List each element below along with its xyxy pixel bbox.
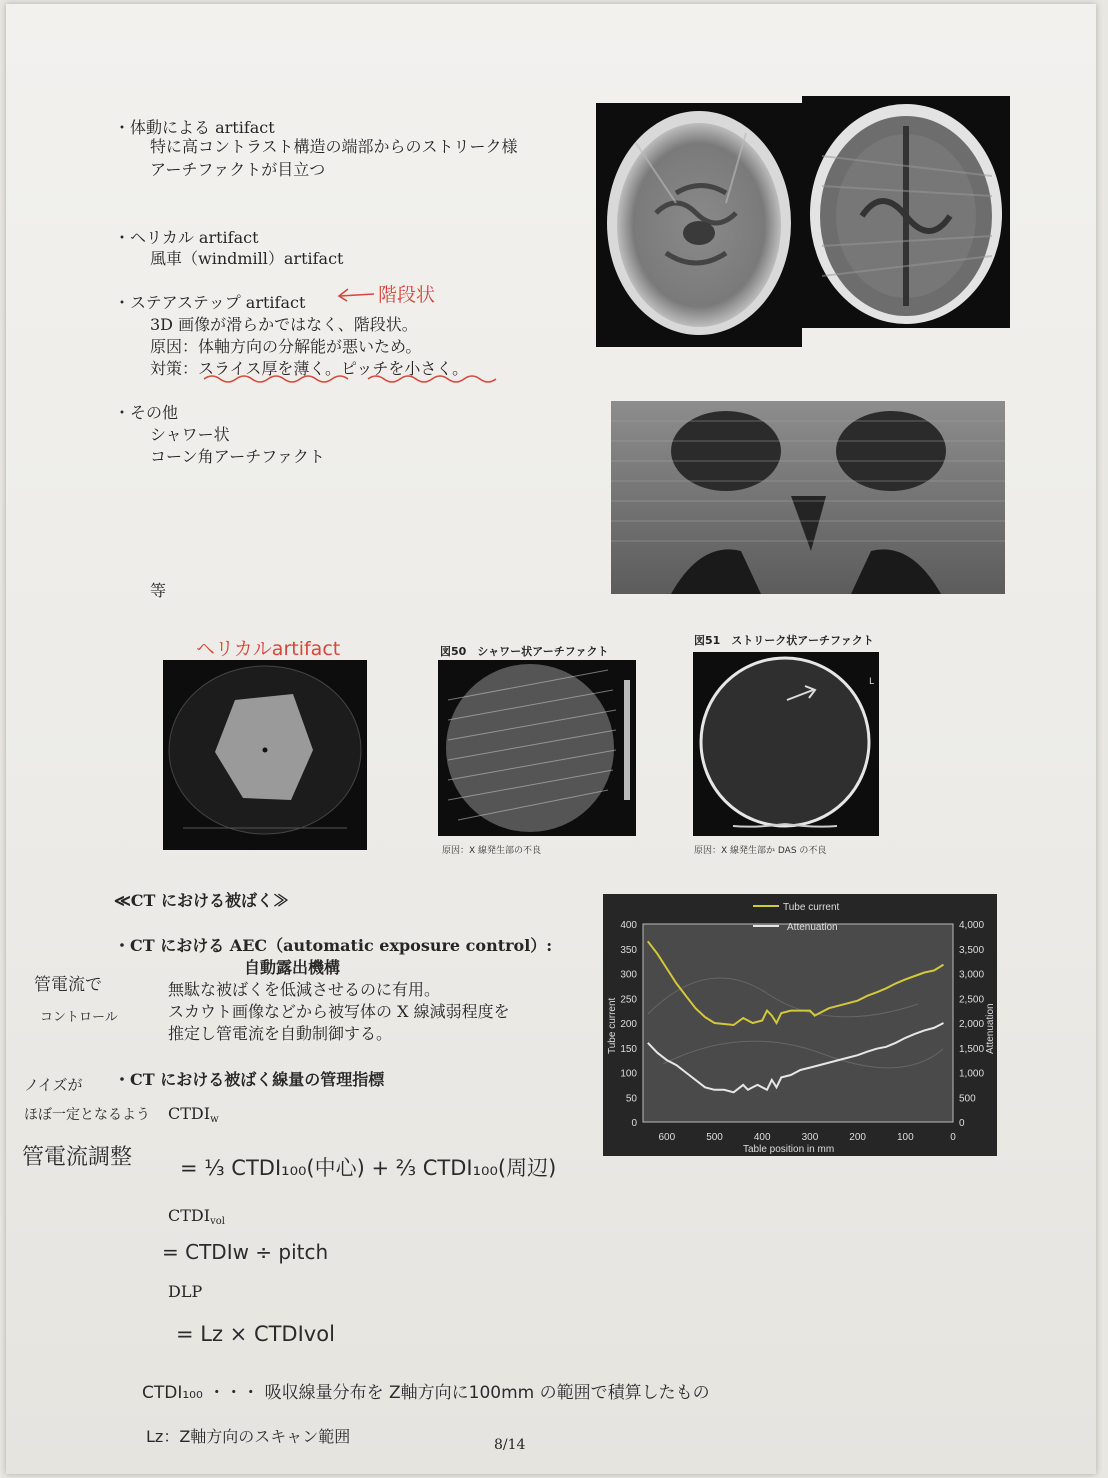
scout-image-background — [643, 924, 953, 1122]
helical-artifact-title: ・ヘリカル artifact — [114, 228, 259, 247]
motion-artifact-title: ・体動による artifact — [114, 118, 275, 137]
svg-text:L: L — [869, 677, 875, 687]
legend-label-tube-current: Tube current — [783, 902, 840, 913]
motion-artifact-line2: アーチファクトが目立つ — [150, 160, 326, 179]
x-tick-label: 200 — [849, 1132, 866, 1143]
noise-handwritten-note3: 管電流調整 — [22, 1145, 133, 1170]
shower-artifact-ct-image — [438, 660, 636, 836]
y-tick-left-label: 100 — [620, 1068, 637, 1080]
helical-artifact-line1: 風車（windmill）artifact — [150, 249, 344, 268]
ctdiw-label: $CTDI_w$ — [168, 1104, 219, 1125]
y-tick-right-label: 2,000 — [959, 1019, 985, 1030]
y-tick-left-label: 200 — [620, 1019, 637, 1030]
aec-subtitle: 自動露出機構 — [244, 958, 341, 977]
ctdivol-formula: = CTDIw ÷ pitch — [162, 1240, 329, 1264]
fig51-cause: 原因：X 線発生部か DAS の不良 — [694, 846, 827, 856]
motion-artifact-line1: 特に高コントラスト構造の端部からのストリーク様 — [150, 137, 518, 156]
y-tick-left-label: 250 — [620, 994, 637, 1006]
aec-handwritten-note2: コントロール — [40, 1010, 118, 1025]
noise-handwritten-note2: ほぼ一定となるよう — [24, 1107, 150, 1123]
dose-section-heading: ≪CT における被ばく≫ — [114, 891, 289, 910]
lz-handwritten-definition: Lz：Z軸方向のスキャン範囲 — [146, 1427, 351, 1446]
y-tick-left-label: 0 — [631, 1118, 637, 1129]
y-tick-left-label: 300 — [620, 969, 637, 981]
y-tick-right-label: 2,500 — [959, 994, 985, 1006]
y-axis-label-left: Tube current — [607, 997, 618, 1054]
stairstep-3d-skull-image — [611, 401, 1005, 594]
dlp-formula: = Lz × CTDIvol — [176, 1322, 335, 1346]
arrow-icon — [334, 286, 378, 302]
other-artifact-line2: コーン角アーチファクト — [150, 447, 325, 466]
fig50-caption: 図50 シャワー状アーチファクト — [440, 645, 609, 658]
x-tick-label: 400 — [753, 1132, 771, 1143]
stairstep-line1: 3D 画像が滑らかではなく、階段状。 — [150, 315, 418, 334]
x-tick-label: 100 — [896, 1132, 914, 1143]
y-tick-left-label: 150 — [620, 1043, 637, 1055]
y-axis-label-right: Attenuation — [985, 1003, 996, 1054]
stairstep-artifact-title: ・ステアステップ artifact — [114, 293, 306, 312]
aec-line1: 無駄な被ばくを低減させるのに有用。 — [168, 980, 441, 999]
x-tick-label: 0 — [950, 1132, 956, 1143]
y-tick-right-label: 3,000 — [959, 969, 985, 981]
y-tick-right-label: 500 — [959, 1093, 976, 1105]
helical-artifact-handwritten-label: ヘリカルartifact — [196, 638, 341, 660]
motion-artifact-ct-image — [596, 103, 802, 347]
stairstep-handwritten-note: 階段状 — [378, 284, 436, 306]
stairstep-line2: 原因：体軸方向の分解能が悪いため。 — [150, 337, 422, 356]
y-tick-left-label: 350 — [620, 944, 637, 956]
helical-artifact-ct-image — [802, 96, 1010, 328]
legend-label-attenuation: Attenuation — [787, 922, 838, 933]
y-tick-right-label: 1,500 — [959, 1043, 985, 1055]
other-artifact-line1: シャワー状 — [150, 425, 230, 444]
fig51-caption: 図51 ストリーク状アーチファクト — [694, 634, 874, 647]
dose-index-title: ・CT における被ばく線量の管理指標 — [114, 1070, 385, 1089]
page-number: 8/14 — [494, 1437, 526, 1453]
aec-line3: 推定し管電流を自動制御する。 — [168, 1024, 393, 1043]
ctdiw-formula: = ⅓ CTDI₁₀₀(中心) + ⅔ CTDI₁₀₀(周辺) — [180, 1156, 557, 1180]
x-tick-label: 600 — [658, 1132, 676, 1143]
y-tick-right-label: 4,000 — [959, 920, 985, 931]
y-tick-right-label: 3,500 — [959, 944, 985, 956]
ctdivol-label: $CTDI_{vol}$ — [168, 1206, 225, 1227]
x-tick-label: 500 — [706, 1132, 723, 1143]
dlp-label: DLP — [168, 1282, 203, 1301]
aec-title: ・CT における AEC（automatic exposure control）: — [114, 936, 553, 955]
aec-line2: スカウト画像などから被写体の X 線減弱程度を — [168, 1002, 510, 1021]
aec-tube-current-chart — [603, 894, 997, 1156]
stairstep-line3: 対策：スライス厚を薄く。ピッチを小さく。 — [150, 359, 469, 378]
fig50-cause: 原因：X 線発生部の不良 — [442, 846, 542, 856]
helical-phantom-ct-image — [163, 660, 367, 850]
y-tick-left-label: 400 — [620, 920, 637, 931]
red-underline — [200, 372, 510, 386]
x-tick-label: 300 — [801, 1132, 819, 1143]
streak-artifact-ct-image — [693, 652, 879, 836]
x-axis-label: Table position in mm — [743, 1144, 835, 1155]
y-tick-right-label: 0 — [959, 1118, 965, 1129]
y-tick-left-label: 50 — [625, 1093, 637, 1105]
noise-handwritten-note1: ノイズが — [24, 1076, 83, 1094]
aec-handwritten-note1: 管電流で — [34, 975, 102, 995]
y-tick-right-label: 1,000 — [959, 1068, 985, 1080]
other-artifact-title: ・その他 — [114, 403, 179, 422]
ctdi100-handwritten-definition: CTDI₁₀₀ ・・・ 吸収線量分布を Z軸方向に100mm の範囲で積算したもの — [142, 1383, 710, 1403]
etc-label: 等 — [150, 581, 167, 600]
